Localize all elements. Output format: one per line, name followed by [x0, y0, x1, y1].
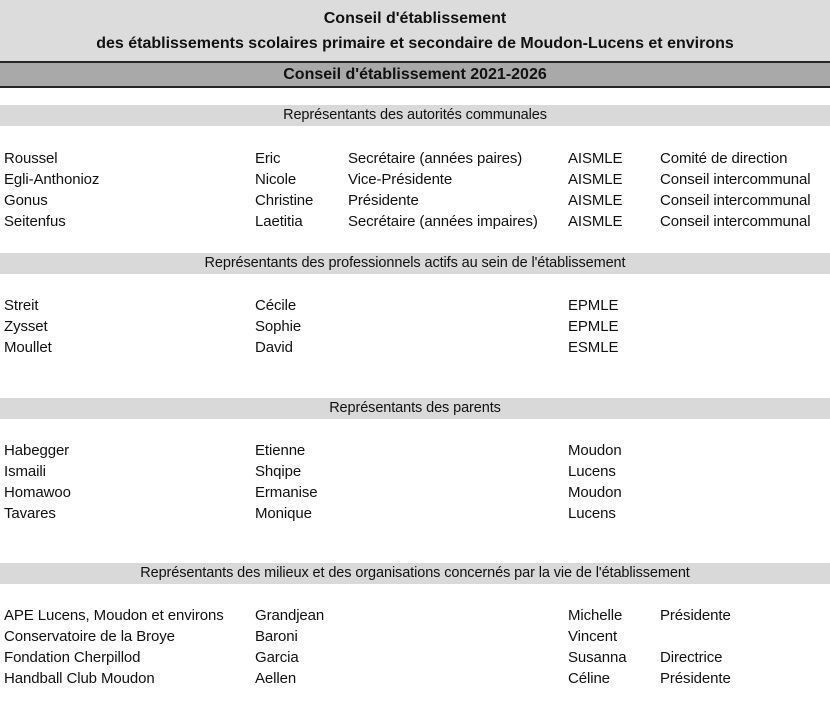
table-cell: Eric	[255, 150, 281, 167]
table-cell: Fondation Cherpillod	[4, 649, 141, 666]
table-cell	[348, 295, 568, 316]
table-cell: Monique	[255, 505, 312, 522]
table-cell	[348, 605, 568, 626]
table-row	[0, 503, 830, 524]
table-cell: EPMLE	[568, 297, 619, 314]
section-header: Représentants des milieux et des organisations concernés par la vie de l'établissement	[0, 563, 830, 584]
table-cell: AISMLE	[568, 171, 623, 188]
table-cell: Céline	[568, 670, 610, 687]
table-cell: Aellen	[255, 670, 297, 687]
table-cell	[348, 626, 568, 647]
table-cell: Nicole	[255, 171, 297, 188]
table-cell: Conservatoire de la Broye	[4, 628, 175, 645]
table-cell: Présidente	[660, 670, 731, 687]
table-cell: Moudon	[568, 484, 622, 501]
table-row	[0, 626, 830, 647]
table-cell: Tavares	[4, 505, 56, 522]
document-header	[0, 0, 830, 61]
table-cell: David	[255, 339, 293, 356]
table-cell: Seitenfus	[4, 213, 66, 230]
section-header: Représentants des parents	[0, 398, 830, 419]
table-cell: Présidente	[660, 607, 731, 624]
table-cell	[348, 316, 568, 337]
table-cell: Roussel	[4, 150, 58, 167]
table-cell	[660, 295, 830, 316]
table-row	[0, 148, 830, 169]
table-cell	[348, 647, 568, 668]
table-cell: Ismaili	[4, 463, 46, 480]
table-cell: Ermanise	[255, 484, 318, 501]
table-cell: Zysset	[4, 318, 48, 335]
table-cell: Secrétaire (années impaires)	[348, 213, 538, 230]
table-cell	[660, 626, 830, 647]
table-cell: Conseil intercommunal	[660, 192, 811, 209]
table-cell: Etienne	[255, 442, 306, 459]
table-row	[0, 190, 830, 211]
section-rows	[0, 440, 830, 524]
table-cell	[348, 337, 568, 358]
table-cell	[660, 337, 830, 358]
table-row	[0, 169, 830, 190]
table-cell: EPMLE	[568, 318, 619, 335]
table-cell: Handball Club Moudon	[4, 670, 155, 687]
table-cell: Sophie	[255, 318, 302, 335]
table-cell	[660, 482, 830, 503]
table-cell: APE Lucens, Moudon et environs	[4, 607, 224, 624]
table-cell: AISMLE	[568, 192, 623, 209]
table-cell: Shqipe	[255, 463, 302, 480]
table-cell	[348, 461, 568, 482]
table-cell: Gonus	[4, 192, 48, 209]
table-cell: AISMLE	[568, 213, 623, 230]
table-cell: Susanna	[568, 649, 627, 666]
section-parents	[0, 398, 830, 524]
section-header: Représentants des autorités communales	[0, 105, 830, 126]
table-cell: ESMLE	[568, 339, 619, 356]
table-row	[0, 668, 830, 689]
table-row	[0, 295, 830, 316]
section-header: Représentants des professionnels actifs au sein de l'établissement	[0, 253, 830, 274]
table-row	[0, 316, 830, 337]
table-cell: Egli-Anthonioz	[4, 171, 100, 188]
table-cell: Habegger	[4, 442, 70, 459]
section-rows	[0, 605, 830, 689]
table-cell	[348, 668, 568, 689]
table-cell: Cécile	[255, 297, 297, 314]
table-cell: Lucens	[568, 463, 616, 480]
table-cell	[660, 316, 830, 337]
table-cell: Directrice	[660, 649, 723, 666]
table-cell: Christine	[255, 192, 314, 209]
document-title: Conseil d'établissement	[323, 10, 507, 27]
section-rows	[0, 148, 830, 232]
table-cell: Streit	[4, 297, 39, 314]
table-cell: Moullet	[4, 339, 52, 356]
table-cell	[348, 482, 568, 503]
table-cell: Conseil intercommunal	[660, 171, 811, 188]
table-cell: Secrétaire (années paires)	[348, 150, 523, 167]
table-cell: Homawoo	[4, 484, 71, 501]
table-cell: Garcia	[255, 649, 299, 666]
table-cell	[348, 503, 568, 524]
table-row	[0, 461, 830, 482]
table-row	[0, 440, 830, 461]
section-professionnels	[0, 253, 830, 358]
table-cell: Moudon	[568, 442, 622, 459]
table-cell	[348, 440, 568, 461]
document-subtitle: des établissements scolaires primaire et secondaire de Moudon-Lucens et environs	[96, 35, 734, 52]
table-row	[0, 211, 830, 232]
table-cell	[660, 503, 830, 524]
section-rows	[0, 295, 830, 358]
table-cell: Conseil intercommunal	[660, 213, 811, 230]
table-cell: Présidente	[348, 192, 419, 209]
section-autorites-communales	[0, 105, 830, 232]
table-cell: Grandjean	[255, 607, 325, 624]
table-row	[0, 605, 830, 626]
table-cell: Vice-Présidente	[348, 171, 453, 188]
table-cell: Michelle	[568, 607, 623, 624]
table-cell: Laetitia	[255, 213, 303, 230]
table-cell: Vincent	[568, 628, 618, 645]
section-milieux-organisations	[0, 563, 830, 689]
table-row	[0, 337, 830, 358]
period-bar	[0, 61, 830, 88]
period-bar-label: Conseil d'établissement 2021-2026	[283, 66, 547, 83]
table-cell	[660, 461, 830, 482]
table-cell: Baroni	[255, 628, 298, 645]
table-row	[0, 647, 830, 668]
table-cell	[660, 440, 830, 461]
table-cell: Lucens	[568, 505, 616, 522]
table-cell: Comité de direction	[660, 150, 788, 167]
table-row	[0, 482, 830, 503]
table-cell: AISMLE	[568, 150, 623, 167]
